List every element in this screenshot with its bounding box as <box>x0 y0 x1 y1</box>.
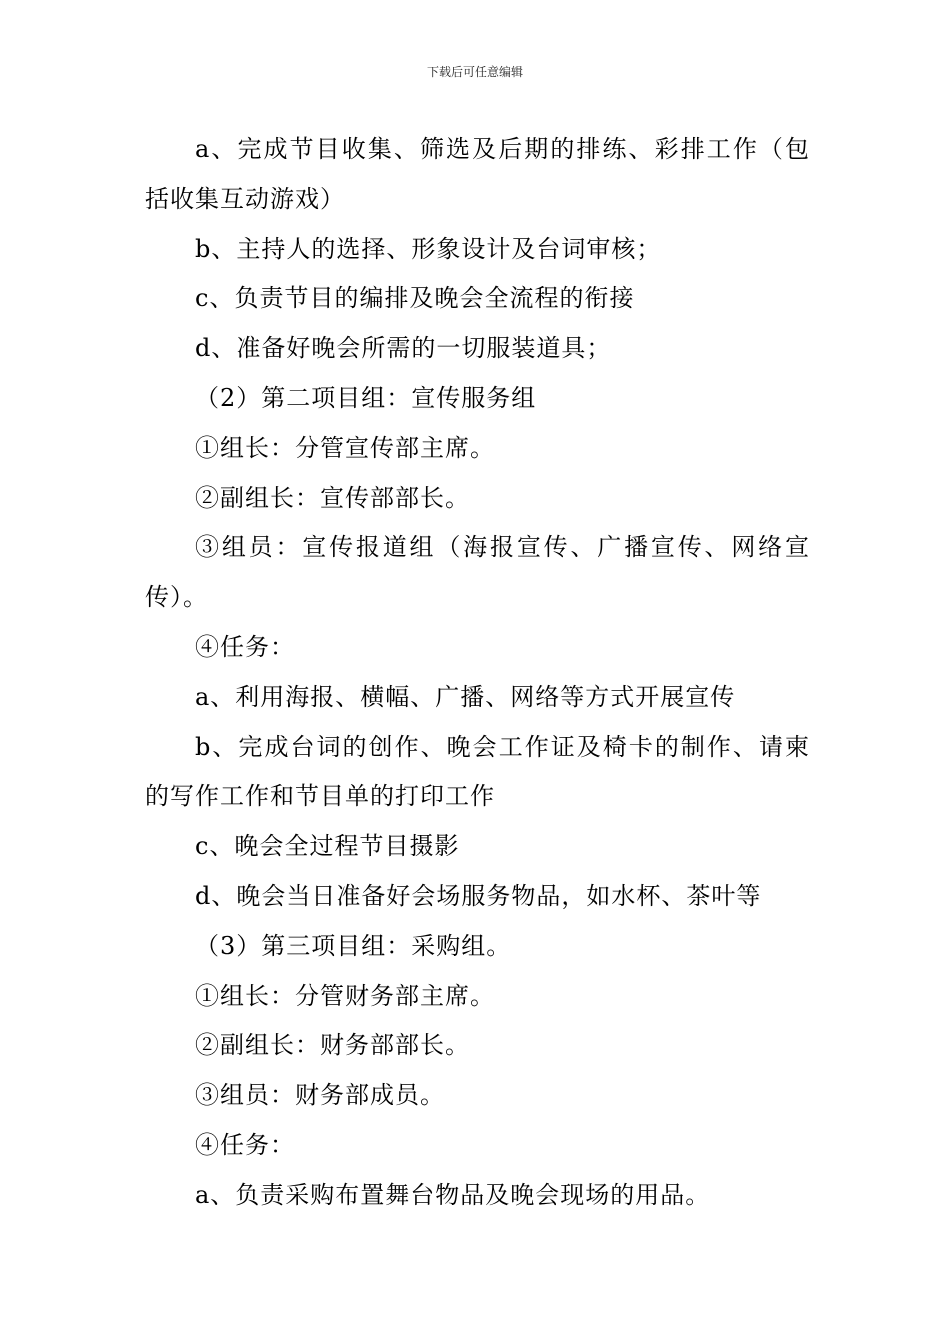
paragraph-stage-purchasing: a、负责采购布置舞台物品及晚会现场的用品。 <box>195 1180 711 1209</box>
paragraph-photography: c、晚会全过程节目摄影 <box>195 832 460 861</box>
section-heading-publicity-group: （2）第二项目组：宣传服务组 <box>195 383 537 412</box>
paragraph-purchasing-leader: ①组长：分管财务部主席。 <box>195 981 495 1010</box>
paragraph-program-arrangement: c、负责节目的编排及晚会全流程的衔接 <box>195 284 635 313</box>
paragraph-venue-supplies: d、晚会当日准备好会场服务物品，如水杯、茶叶等 <box>195 881 762 910</box>
page-header: 下载后可任意编辑 <box>426 65 523 79</box>
document-body <box>145 125 810 1221</box>
paragraph-host-selection: b、主持人的选择、形象设计及台词审核； <box>195 234 662 263</box>
paragraph-purchasing-tasks: ④任务： <box>195 1130 295 1159</box>
paragraph-script-writing: b、完成台词的创作、晚会工作证及椅卡的制作、请柬的写作工作和节目单的打印工作 <box>145 732 810 811</box>
section-heading-purchasing-group: （3）第三项目组：采购组。 <box>195 931 512 960</box>
paragraph-program-collection: a、完成节目收集、筛选及后期的排练、彩排工作（包括收集互动游戏） <box>145 135 810 213</box>
paragraph-publicity-deputy: ②副组长：宣传部部长。 <box>195 483 470 512</box>
paragraph-publicity-leader: ①组长：分管宣传部主席。 <box>195 433 495 462</box>
paragraph-purchasing-members: ③组员：财务部成员。 <box>195 1081 445 1110</box>
paragraph-publicity-tasks: ④任务： <box>195 632 295 661</box>
paragraph-publicity-members: ③组员：宣传报道组（海报宣传、广播宣传、网络宣传）。 <box>145 533 810 612</box>
paragraph-purchasing-deputy: ②副组长：财务部部长。 <box>195 1031 470 1060</box>
paragraph-costume-props: d、准备好晚会所需的一切服装道具； <box>195 334 612 363</box>
paragraph-publicity-channels: a、利用海报、横幅、广播、网络等方式开展宣传 <box>195 682 736 711</box>
